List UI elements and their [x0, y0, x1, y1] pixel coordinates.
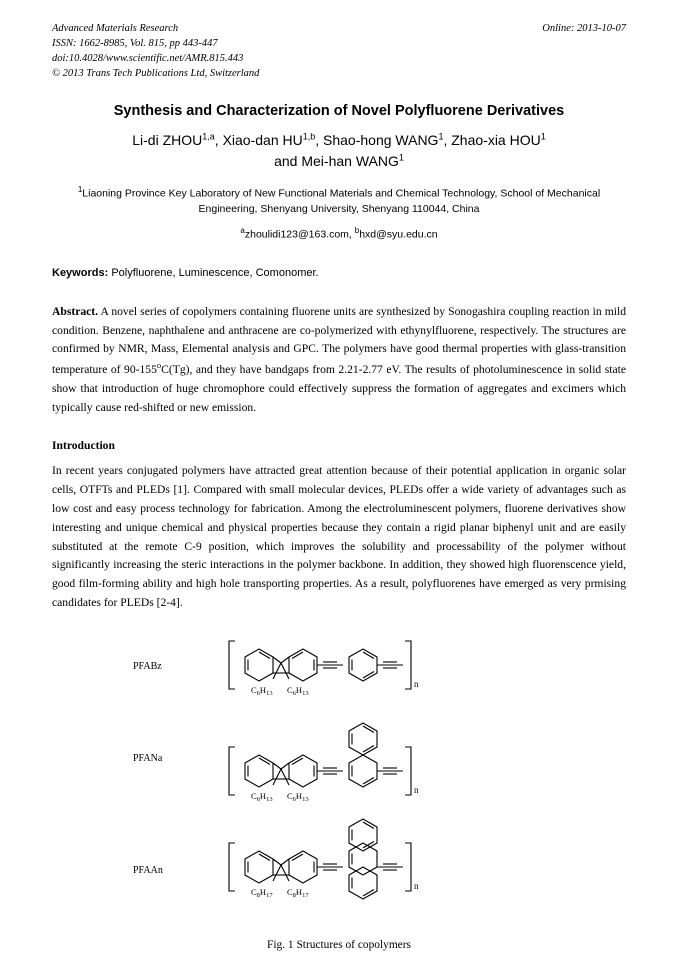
abstract [52, 303, 626, 418]
author-affil-marker: 1 [438, 131, 444, 142]
structure-pfana [215, 703, 545, 815]
author [132, 132, 222, 148]
email-marker: a [240, 226, 245, 236]
affiliation-marker: 1 [77, 185, 83, 195]
author-line-2 [52, 151, 626, 172]
author-conjunction: and [274, 153, 302, 170]
author-affil-marker: 1 [398, 152, 404, 163]
page-title: Synthesis and Characterization of Novel Polyfluorene Derivatives [113, 102, 565, 119]
journal-info [52, 22, 259, 82]
author [451, 132, 545, 148]
author-name: Zhao-xia HOU [451, 132, 541, 149]
page-header [52, 22, 626, 82]
section-heading-introduction: Introduction [52, 439, 115, 453]
email-address[interactable]: hxd@syu.edu.cn [359, 228, 438, 241]
journal-doi: doi:10.4028/www.scientific.net/AMR.815.443 [52, 52, 244, 64]
figure-caption: Fig. 1 Structures of copolymers [267, 938, 411, 951]
side-chain-left: $C_6H_{13}$ [251, 684, 273, 697]
keywords-value: Polyfluorene, Luminescence, Comonomer. [111, 266, 319, 279]
side-chain-left: $C_6H_{13}$ [251, 790, 273, 803]
author-separator: , [315, 132, 324, 149]
affiliation [52, 184, 626, 217]
repeat-index: n [414, 784, 419, 795]
author [223, 132, 323, 148]
repeat-index: n [414, 880, 419, 891]
keywords [52, 267, 626, 279]
affiliation-text: Liaoning Province Key Laboratory of New Functional Materials and Chemical Technology, School of Mechanical Engineering, Shenyang University, Shenyang 110044, China [82, 187, 601, 216]
author-line-1 [52, 130, 626, 151]
email-marker: b [354, 226, 360, 236]
figure-1 [52, 631, 626, 951]
abstract-text-part-1: A novel series of copolymers containing fluorene units are synthesized by Sonogashira coupling reaction in mild condition. Benzene, naphthalene and anthracene are co-polymerized with ethynylfluorene, respectively. The structures are confirmed by NMR, Mass, Elemental analysis and GPC. The polymers have good thermal properties with glass-transition temperature of 90-155 [52, 304, 626, 377]
section-paragraph: In recent years conjugated polymers have attracted great attention because of their potential application in organic solar cells, OTFTs and PLEDs [1]. Compared with small molecular devices, PLEDs offer a wide variety of advantages such as low cost and easy process technology for fabrication. Among the electroluminescent polymers, fluorene derivatives show interesting and unique chemical and physical properties because they contain a rigid planar biphenyl unit and are easily substituted at the remote C-9 position, which improves the solubility and processability of the polymer without significantly increasing the steric interactions in the polymer backbone. In addition, they showed high fluorenscence yield, good film-forming ability and high hole transporting properties. As a result, polyfluorenes have emerged as very prmising candidates for PLEDs [2-4]. [52, 464, 626, 609]
structure-pfabz [215, 631, 545, 703]
side-chain-right: $C_8H_{17}$ [287, 886, 309, 899]
side-chain-left: $C_8H_{17}$ [251, 886, 273, 899]
journal-copyright: © 2013 Trans Tech Publications Ltd, Switzerland [52, 67, 260, 79]
abstract-label: Abstract. [52, 304, 99, 318]
email-separator: , [348, 228, 355, 241]
keywords-label: Keywords: [52, 266, 109, 279]
author-name: Shao-hong WANG [323, 132, 439, 149]
online-date-value: Online: 2013-10-07 [542, 23, 626, 34]
author-separator: , [443, 132, 452, 149]
email-address[interactable]: zhoulidi123@163.com [244, 228, 349, 241]
author [323, 132, 451, 148]
scheme-label: PFABz [133, 661, 162, 673]
journal-issn-volume: ISSN: 1662-8985, Vol. 815, pp 443-447 [52, 37, 218, 49]
author-name: Li-di ZHOU [132, 132, 203, 149]
abstract-superscript: o [156, 360, 162, 371]
author-affil-marker: 1,a [202, 131, 215, 142]
author-name: Mei-han WANG [301, 153, 399, 170]
repeat-index: n [414, 678, 419, 689]
side-chain-right: $C_6H_{13}$ [287, 684, 309, 697]
author-name: Xiao-dan HU [222, 132, 303, 149]
author-list [52, 130, 626, 172]
scheme-row-pfana [119, 703, 559, 815]
author-emails [52, 226, 626, 241]
scheme-label: PFANa [133, 753, 163, 765]
author [301, 153, 404, 169]
scheme-row-pfabz [119, 631, 559, 703]
scheme-label: PFAAn [133, 865, 163, 877]
author-separator: , [214, 132, 223, 149]
author-affil-marker: 1,b [302, 131, 316, 142]
structure-pfaan [215, 815, 545, 927]
author-affil-marker: 1 [540, 131, 546, 142]
abstract-text-part-2: C(Tg), and they have bandgaps from 2.21-2.77 eV. The results of photoluminescence in solid state show that introduction of huge chromophore could effectively suppress the formation of aggregates and excimers which typically cause red-shifted or new emission. [52, 363, 626, 414]
journal-name: Advanced Materials Research [52, 23, 179, 34]
side-chain-right: $C_6H_{13}$ [287, 790, 309, 803]
online-date [542, 22, 626, 37]
scheme-row-pfaan [119, 815, 559, 927]
